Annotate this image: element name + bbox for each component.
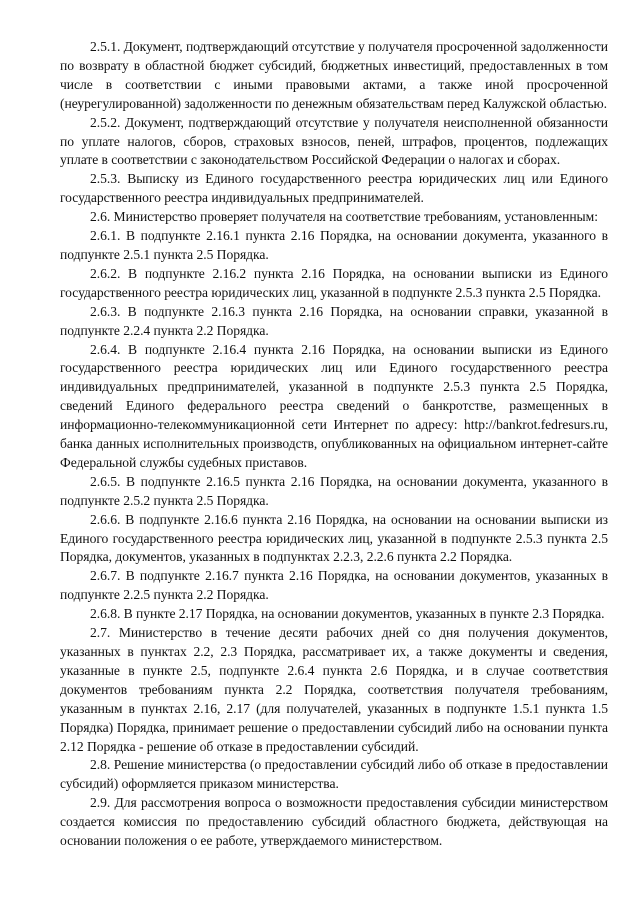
paragraph-2-5-2: 2.5.2. Документ, подтверждающий отсутствие у получателя неисполненной обязанности по уплате налогов, сборов, страховых взносов, пеней, штрафов, процентов, подлежащих уплате в соответствии с законодательством Российской Федерации о налогах и сборах. [60, 114, 608, 168]
paragraph-2-5-3: 2.5.3. Выписку из Единого государственного реестра юридических лиц или Единого государственного реестра индивидуальных предпринимателей. [60, 171, 608, 206]
paragraph-2-6-1: 2.6.1. В подпункте 2.16.1 пункта 2.16 Порядка, на основании документа, указанного в подпункте 2.5.1 пункта 2.5 Порядка. [60, 228, 608, 262]
paragraph-2-6-5: 2.6.5. В подпункте 2.16.5 пункта 2.16 Порядка, на основании документа, указанного в подпункте 2.5.2 пункта 2.5 Порядка. [60, 473, 608, 508]
paragraph-2-6-8: 2.6.8. В пункте 2.17 Порядка, на основании документов, указанных в пункте 2.3 Порядка. [90, 606, 605, 622]
paragraph-2-6-7: 2.6.7. В подпункте 2.16.7 пункта 2.16 Порядка, на основании документов, указанных в подпункте 2.2.5 пункта 2.2 Порядка. [60, 568, 608, 603]
paragraph-2-5-1: 2.5.1. Документ, подтверждающий отсутствие у получателя просроченной задолженности по возврату в областной бюджет субсидий, бюджетных инвестиций, предоставленных в том числе в соответствии с иными правовыми актами, а также иной просроченной (неурегулированной) задолженности по денежным обязательствам перед Калужской областью. [60, 39, 608, 111]
document-page [60, 38, 608, 851]
paragraph-2-8: 2.8. Решение министерства (о предоставлении субсидий либо об отказе в предоставлении субсидий) оформляется приказом министерства. [60, 757, 608, 792]
paragraph-2-7: 2.7. Министерство в течение десяти рабочих дней со дня получения документов, указанных в пунктах 2.2, 2.3 Порядка, рассматривает их, а также документы и сведения, указанные в пункте 2.5, подпункте 2.6.4 пункта 2.6 Порядка, и в случае соответствия документов требованиям пункта 2.2 Порядка, соответствия получателя требованиям, указанным в пунктах 2.16, 2.17 (для получателей, указанных в подпункте 1.5.1 пункта 1.5 Порядка) Порядка, принимает решение о предоставлении субсидий либо на основании пункта 2.12 Порядка - решение об отказе в предоставлении субсидий. [60, 625, 608, 754]
paragraph-2-9: 2.9. Для рассмотрения вопроса о возможности предоставления субсидии министерством создается комиссия по предоставлению субсидий областного бюджета, действующая на основании положения о ее работе, утверждаемого министерством. [60, 795, 608, 849]
paragraph-2-6-6: 2.6.6. В подпункте 2.16.6 пункта 2.16 Порядка, на основании на основании выписки из Единого государственного реестра юридических лиц, указанной в подпункте 2.5.3 пункта 2.5 Порядка, документов, указанных в подпунктах 2.2.3, 2.2.6 пункта 2.2 Порядка. [60, 511, 608, 565]
paragraph-2-6: 2.6. Министерство проверяет получателя на соответствие требованиям, установленным: [90, 209, 598, 225]
paragraph-2-6-2: 2.6.2. В подпункте 2.16.2 пункта 2.16 Порядка, на основании выписки из Единого государственного реестра юридических лиц, указанной в подпункте 2.5.3 пункта 2.5 Порядка. [60, 265, 608, 300]
paragraph-2-6-4: 2.6.4. В подпункте 2.16.4 пункта 2.16 Порядка, на основании выписки из Единого государственного реестра юридических лиц или Единого государственного реестра индивидуальных предпринимателей, указанной в подпункте 2.5.3 пункта 2.5 Порядка, сведений Единого федерального реестра сведений о банкротстве, размещенных в информационно-телекоммуникационной сети Интернет по адресу: http://bankrot.fedresurs.ru, банка данных исполнительных производств, опубликованных на официальном интернет-сайте Федеральной службы судебных приставов. [60, 341, 608, 470]
paragraph-2-6-3: 2.6.3. В подпункте 2.16.3 пункта 2.16 Порядка, на основании справки, указанной в подпункте 2.2.4 пункта 2.2 Порядка. [60, 303, 608, 338]
